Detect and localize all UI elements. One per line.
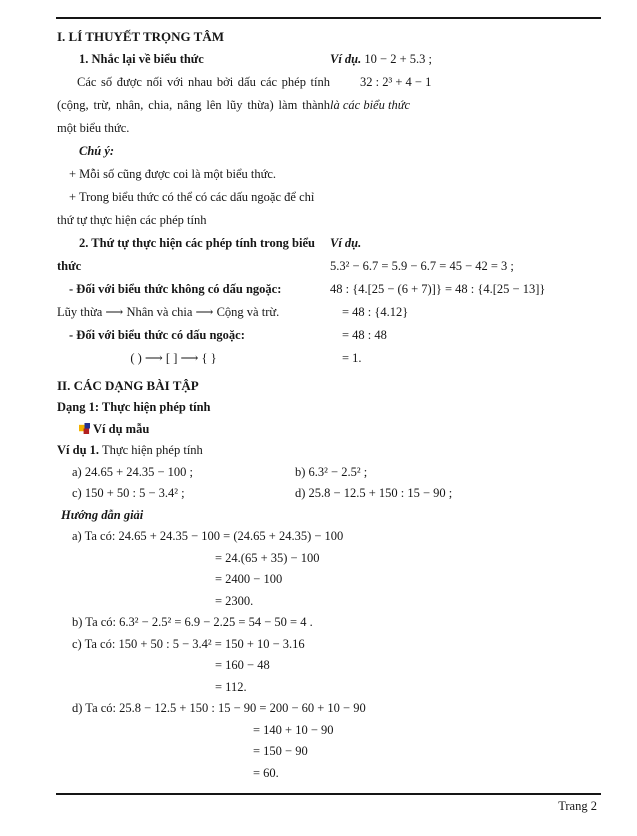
solution-b-expr: 6.3² − 2.5² = 6.9 − 2.25 = 54 − 50 = 4 . (119, 615, 313, 629)
section1-paragraph: Các số được nối với nhau bởi dấu các phép tính (cộng, trừ, nhân, chia, nâng lên lũy thừa) làm thành một biểu thức. (57, 75, 330, 135)
section2-example-label: Ví dụ. (330, 236, 362, 250)
example1-items-row2 (57, 483, 601, 505)
page-content (57, 25, 601, 784)
solution-d-lead: d) Ta có: (72, 701, 117, 715)
sample-example-row (57, 419, 601, 441)
solution-d-line-2: = 140 + 10 − 90 (253, 722, 334, 737)
theory-section1 (57, 48, 601, 140)
note-item-2b: thứ tự thực hiện các phép tính (57, 213, 207, 227)
item-a: a) 24.65 + 24.35 − 100 ; (72, 464, 194, 479)
solution-d-line-1 (57, 698, 601, 720)
section2-eq1: 5.3² − 6.7 = 5.9 − 6.7 = 45 − 42 = 3 ; (330, 259, 514, 273)
footer-rule (56, 793, 601, 795)
rule2-text: ( ) ⟶ [ ] ⟶ { } (130, 351, 217, 365)
item-d: d) 25.8 − 12.5 + 150 : 15 − 90 ; (295, 486, 453, 500)
example1-items-row1 (57, 462, 601, 484)
solution-d-line-3: = 150 − 90 (253, 744, 308, 758)
solution-a-expr: 24.65 + 24.35 − 100 = (24.65 + 24.35) − 100 (118, 529, 344, 543)
solution-b-lead: b) Ta có: (72, 615, 117, 629)
solution-c-line-1 (57, 634, 601, 656)
note-item-1: + Mỗi số cũng được coi là một biểu thức. (69, 167, 277, 181)
section1-title: 1. Nhắc lại về biểu thức (79, 52, 204, 66)
example1-title-row (57, 440, 601, 462)
section1-example-line1 (330, 48, 601, 71)
example1-label: Ví dụ 1. (57, 443, 100, 457)
solution-a-line-2: = 24.(65 + 35) − 100 (215, 550, 320, 565)
solution-b-line-1 (57, 612, 601, 634)
theory-section2 (57, 232, 601, 370)
theory-section2-left (57, 232, 330, 370)
section2-eq5: = 1. (342, 351, 362, 365)
section2-title-line1: 2. Thứ tự thực hiện các phép tính trong biểu (79, 236, 315, 250)
item-b: b) 6.3² − 2.5² ; (295, 464, 368, 479)
page-number: Trang 2 (558, 799, 597, 813)
solution-c-lead: c) Ta có: (72, 636, 116, 651)
theory-heading: I. LÍ THUYẾT TRỌNG TÂM (57, 29, 225, 44)
solution-d-line-4: = 60. (253, 765, 279, 780)
rule1-text: Lũy thừa ⟶ Nhân và chia ⟶ Cộng và trừ. (57, 305, 280, 319)
header-rule (56, 17, 601, 19)
exercises-heading: II. CÁC DẠNG BÀI TẬP (57, 378, 199, 393)
section2-eq2: 48 : {4.[25 − (6 + 7)]} = 48 : {4.[25 − 13]} (330, 282, 546, 296)
note-item-2a: + Trong biểu thức có thể có các dấu ngoặc để chỉ (69, 190, 315, 204)
sample-example-label: Ví dụ mẫu (93, 421, 150, 436)
theory-section1-right (330, 48, 601, 140)
section1-example-line2: 32 : 2³ + 4 − 1 (360, 75, 432, 89)
example1-title: Thực hiện phép tính (101, 443, 203, 457)
rule2-label: - Đối với biểu thức có dấu ngoặc: (69, 328, 245, 342)
section2-title-line2: thức (57, 259, 82, 273)
section2-eq4: = 48 : 48 (342, 328, 387, 342)
rule1-label: - Đối với biểu thức không có dấu ngoặc: (69, 282, 282, 296)
section1-example-note: là các biểu thức (330, 98, 411, 112)
sample-example-icon (79, 423, 90, 434)
section2-eq3: = 48 : {4.12} (342, 305, 409, 319)
theory-section1-left (57, 48, 330, 140)
solution-a-line-4: = 2300. (215, 593, 254, 608)
solution-c-line-2: = 160 − 48 (215, 658, 270, 672)
solution-a-line-1 (57, 526, 601, 548)
example-label: Ví dụ. (330, 52, 362, 66)
solution-d-expr: 25.8 − 12.5 + 150 : 15 − 90 = 200 − 60 + 10 − 90 (119, 701, 366, 715)
type1-title: Dạng 1: Thực hiện phép tính (57, 400, 211, 414)
solution-c-expr: 150 + 50 : 5 − 3.4² = 150 + 10 − 3.16 (118, 636, 305, 651)
theory-note-block (57, 140, 601, 232)
solution-heading: Hướng dẫn giải (61, 507, 144, 522)
solution-c-line-3: = 112. (215, 679, 247, 694)
solution-a-line-3: = 2400 − 100 (215, 572, 283, 586)
item-c: c) 150 + 50 : 5 − 3.4² ; (72, 486, 185, 500)
example-expr1: 10 − 2 + 5.3 ; (364, 52, 432, 66)
solution-a-lead: a) Ta có: (72, 529, 116, 543)
theory-section2-right (330, 232, 601, 370)
note-label: Chú ý: (79, 144, 115, 158)
